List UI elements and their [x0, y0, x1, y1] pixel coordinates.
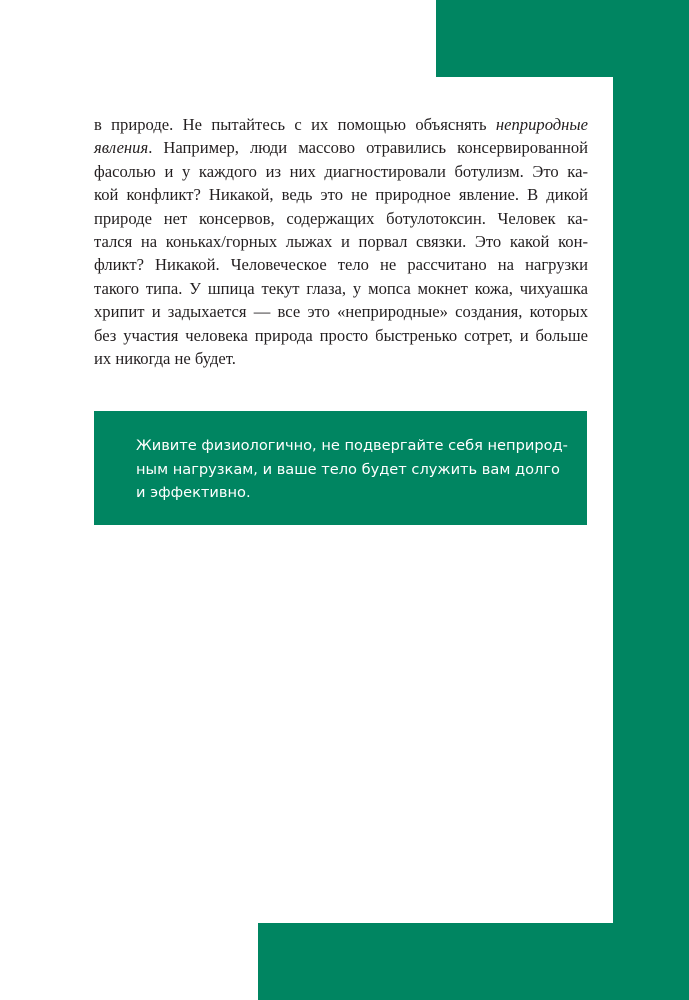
decorative-green-bar-right — [613, 0, 689, 1000]
text-line: фасолью и у каждого из них диагностировали ботулизм. Это ка- — [94, 161, 588, 181]
text-line: тался на коньках/горных лыжах и порвал связки. Это какой кон- — [94, 232, 588, 252]
text-line: природе нет консервов, содержащих ботулотоксин. Человек ка- — [94, 208, 588, 228]
italic-term: явления — [94, 138, 149, 158]
text-line: фликт? Никакой. Человеческое тело не рассчитано на нагрузки — [94, 255, 588, 275]
decorative-green-block-bottom — [258, 923, 689, 1000]
body-paragraph — [94, 113, 588, 370]
callout-line: ным нагрузкам, и ваше тело будет служить вам долго — [136, 460, 560, 478]
callout-line: и эффективно. — [136, 484, 251, 502]
callout-box — [94, 411, 587, 525]
text-line: явления. Например, люди массово отравились консервированной — [94, 138, 588, 158]
text-line: кой конфликт? Никакой, ведь это не природное явление. В дикой — [94, 185, 588, 205]
callout-line: Живите физиологично, не подвергайте себя неприрод- — [136, 437, 568, 454]
italic-term: неприродные — [495, 115, 588, 134]
text-line: такого типа. У шпица текут глаза, у мопса мокнет кожа, чихуашка — [94, 278, 588, 298]
text-line: хрипит и задыхается — все это «неприродные» создания, которых — [94, 302, 588, 322]
text-line: без участия человека природа просто быстренько сотрет, и больше — [94, 325, 588, 345]
text-line: их никогда не будет. — [94, 349, 236, 369]
text-line: в природе. Не пытайтесь с их помощью объяснять неприродные — [94, 115, 588, 134]
